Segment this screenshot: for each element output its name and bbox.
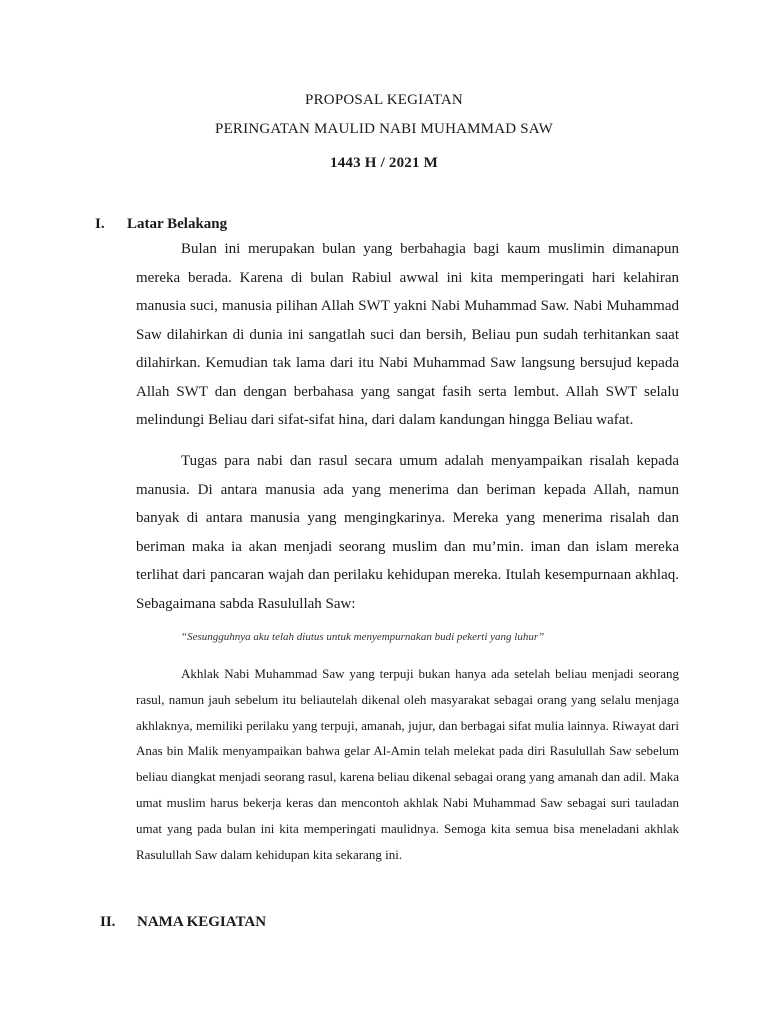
section-heading-nama-kegiatan bbox=[100, 914, 266, 931]
section-number: II. bbox=[100, 914, 116, 930]
section-title: NAMA KEGIATAN bbox=[137, 914, 267, 930]
paragraph-2: Tugas para nabi dan rasul secara umum adalah menyampaikan risalah kepada manusia. Di antara manusia ada yang menerima dan beriman kepada Allah, namun banyak di antara manusia yang mengingkarinya. Mereka yang menerima risalah dan beriman maka ia akan menjadi seorang muslim dan mu’min. iman dan islam mereka terlihat dari pancaran wajah dan perilaku kehidupan mereka. Itulah kesempurnaan akhlaq. Sebagaimana sabda Rasulullah Saw: bbox=[136, 453, 679, 612]
section-title: Latar Belakang bbox=[127, 216, 228, 232]
hadith-quote: “Sesungguhnya aku telah diutus untuk menyempurnakan budi pekerti yang luhur” bbox=[181, 631, 545, 643]
event-year: 1443 H / 2021 M bbox=[330, 155, 438, 171]
paragraph-3: Akhlak Nabi Muhammad Saw yang terpuji bukan hanya ada setelah beliau menjadi seorang rasul, namun jauh sebelum itu beliautelah dikenal oleh masyarakat sebagai orang yang selalu menjaga akhlaknya, memiliki perilaku yang terpuji, amanah, jujur, dan berbagai sifat mulia lainnya. Riwayat dari Anas bin Malik menyampaikan bahwa gelar Al-Amin telah melekat pada diri Rasulullah Saw sebelum beliau diangkat menjadi seorang rasul, karena beliau dikenal sebagai orang yang amanah dan adil. Maka umat muslim harus bekerja keras dan mencontoh akhlak Nabi Muhammad Saw sebagai suri tauladan umat yang pada bulan ini kita memperingati maulidnya. Semoga kita semua bisa meneladani akhlak Rasulullah Saw dalam kehidupan kita sekarang ini. bbox=[136, 666, 679, 862]
section-heading-latar-belakang bbox=[95, 216, 227, 233]
event-title: PERINGATAN MAULID NABI MUHAMMAD SAW bbox=[215, 121, 553, 137]
document-title: PROPOSAL KEGIATAN bbox=[305, 92, 463, 108]
paragraph-1: Bulan ini merupakan bulan yang berbahagia bagi kaum muslimin dimanapun mereka berada. Karena di bulan Rabiul awwal ini kita memperingati hari kelahiran manusia suci, manusia pilihan Allah SWT yakni Nabi Muhammad Saw. Nabi Muhammad Saw dilahirkan di dunia ini sangatlah suci dan bersih, Beliau pun sudah terhitankan saat dilahirkan. Kemudian tak lama dari itu Nabi Muhammad Saw langsung bersujud kepada Allah SWT dan dengan berbahasa yang sangat fasih serta lembut. Allah SWT selalu melindungi Beliau dari sifat-sifat hina, dari dalam kandungan hingga Beliau wafat. bbox=[136, 241, 679, 428]
section-number: I. bbox=[95, 216, 105, 232]
